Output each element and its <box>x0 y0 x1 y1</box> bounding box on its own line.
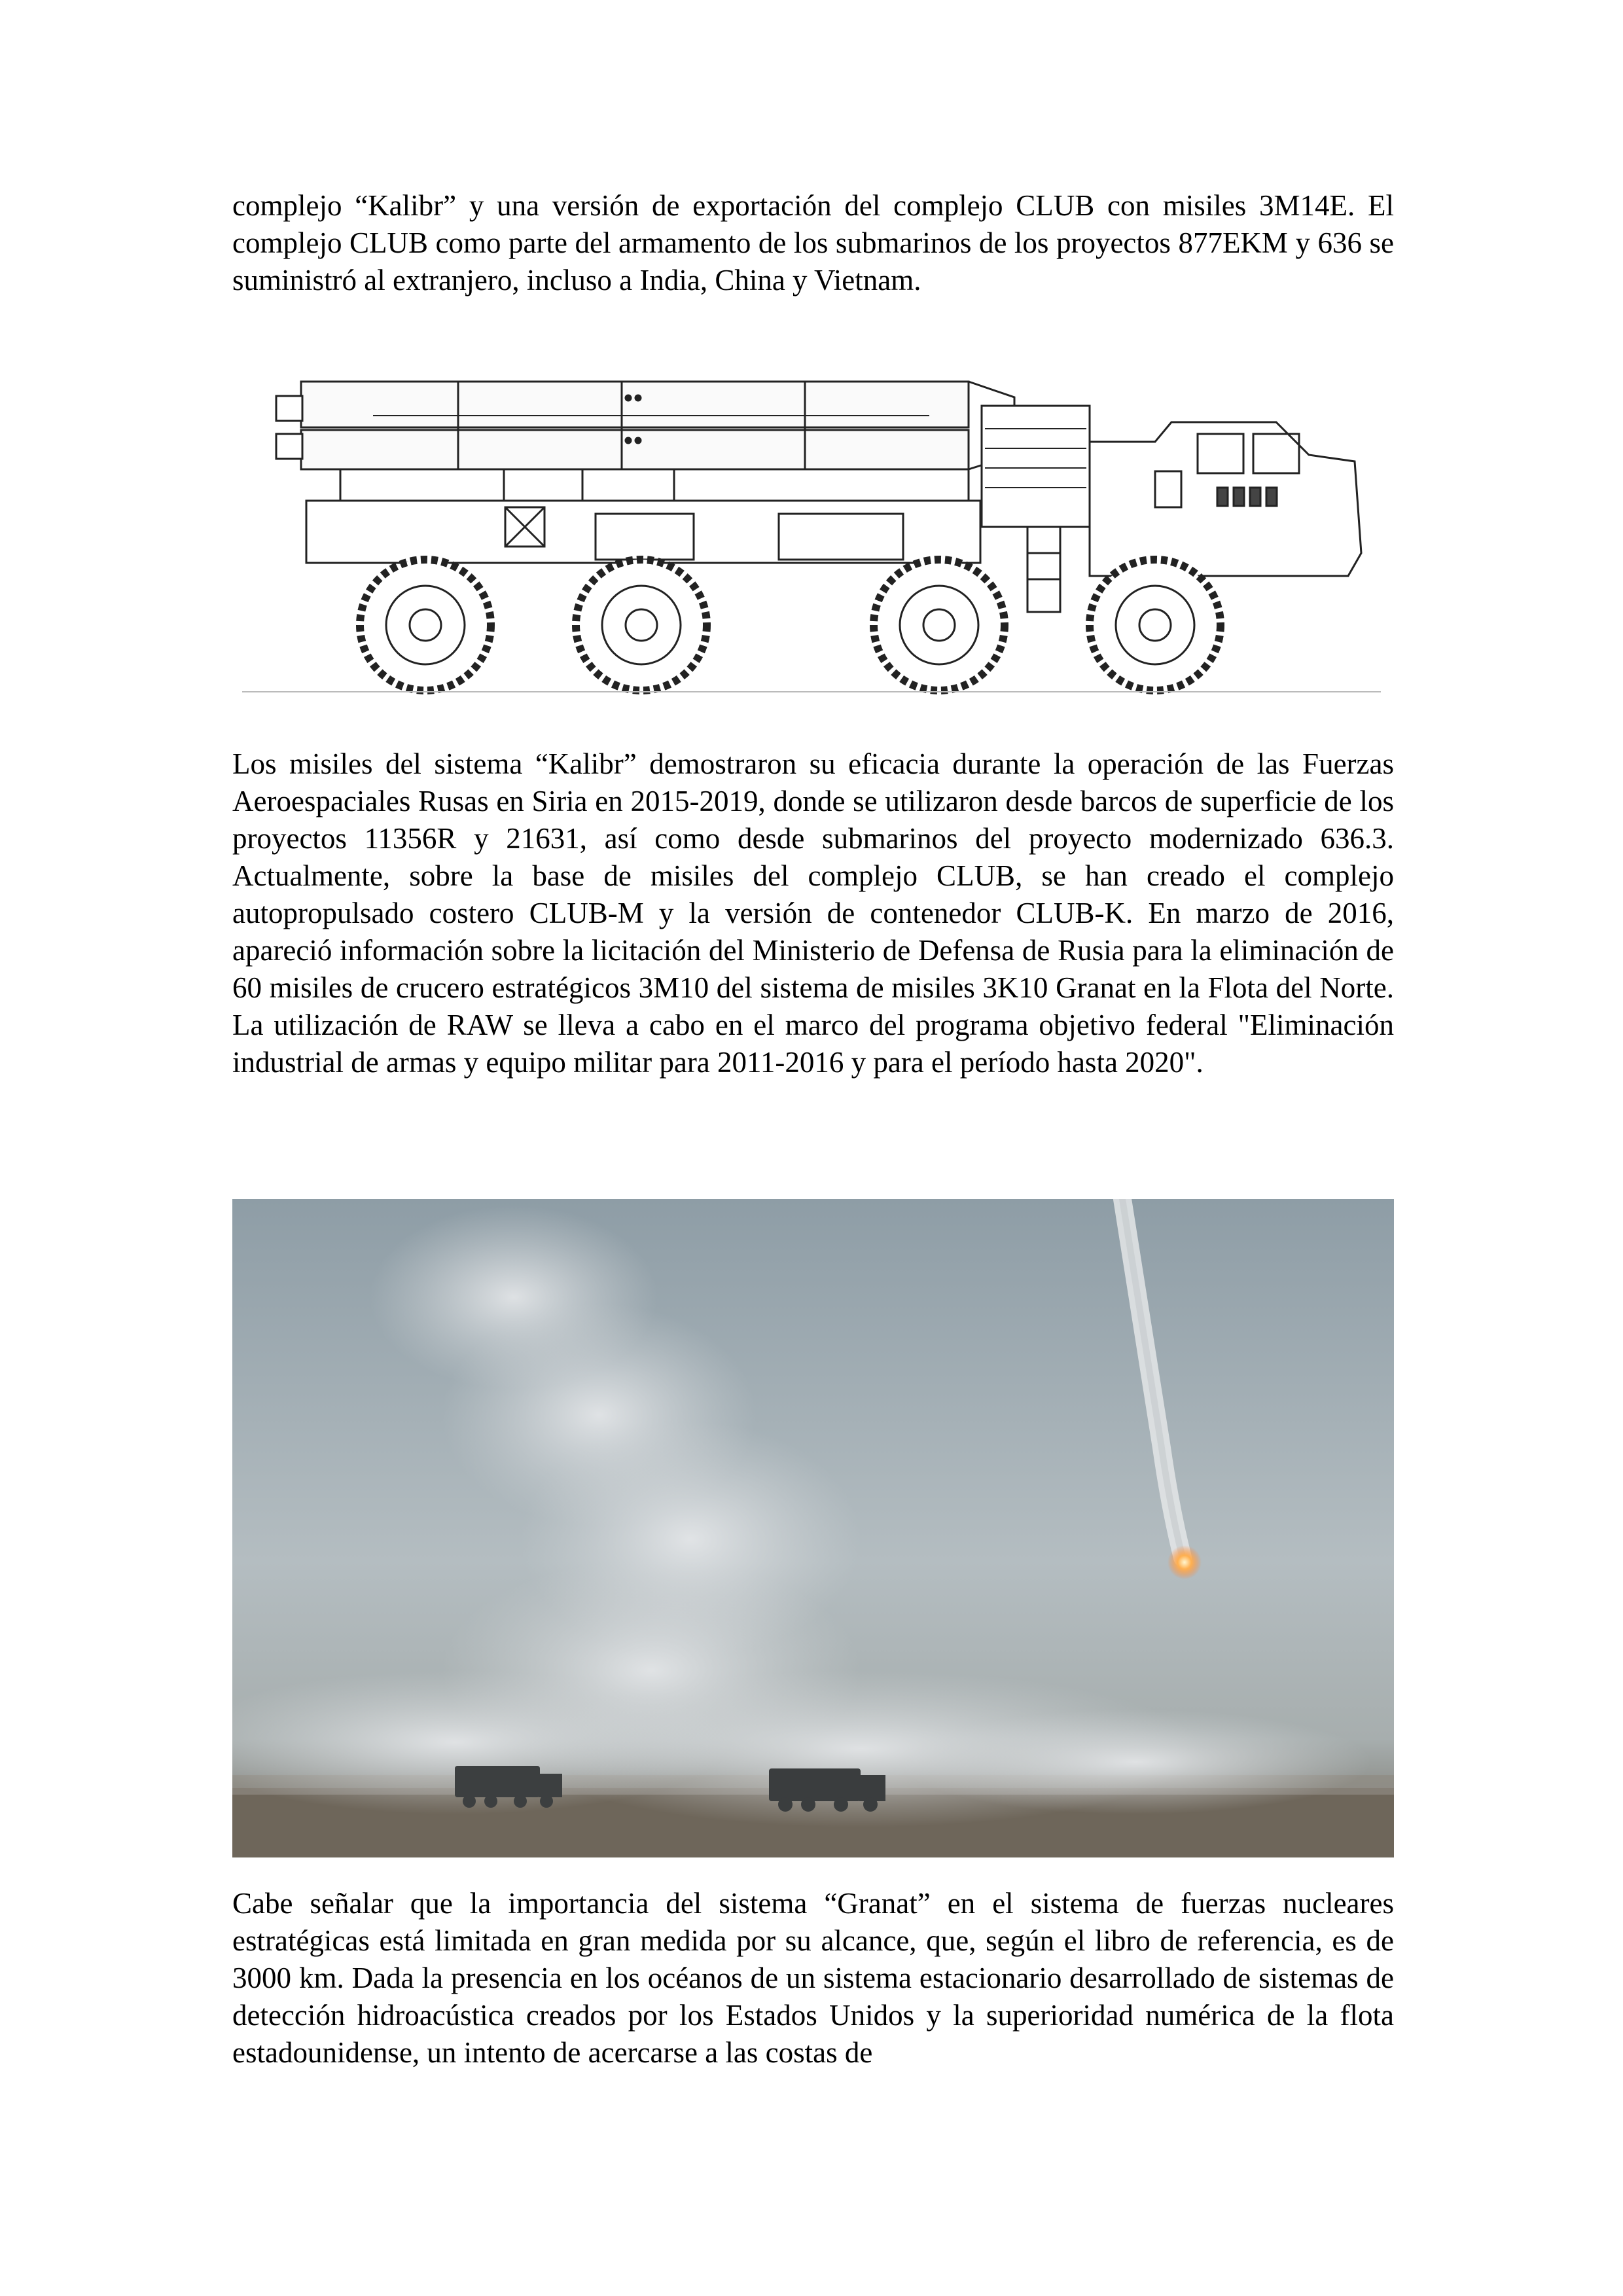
truck-wheels <box>360 560 1221 691</box>
missile-containers <box>276 382 1014 469</box>
missile-flare <box>1168 1545 1202 1579</box>
launcher-truck-drawing <box>242 357 1387 717</box>
paragraph-intro: complejo “Kalibr” y una versión de exportación del complejo CLUB con misiles 3M14E. El complejo CLUB como parte del armamento de los submarinos de los proyectos 877EKM y 636 se suministró al extranjero, incluso a India, China y Vietnam. <box>232 189 1394 296</box>
paragraph-granat-range: Cabe señalar que la importancia del sistema “Granat” en el sistema de fuerzas nucleares estratégicas está limitada en gran medida por su alcance, que, según el libro de referencia, es de 3000 km. Dada la presencia en los océanos de un sistema estacionario desarrollado de sistemas de detección hidroacústica creados por los Estados Unidos y la superioridad numérica de la flota estadounidense, un intento de acercarse a las costas de <box>232 1887 1394 2069</box>
missile-launch-photo <box>232 1199 1394 1857</box>
paragraph-kalibr-syria: Los misiles del sistema “Kalibr” demostraron su eficacia durante la operación de las Fuerzas Aeroespaciales Rusas en Siria en 2015-2019, donde se utilizaron desde barcos de superficie de los proyectos 11356R y 21631, así como desde submarinos del proyecto modernizado 636.3. Actualmente, sobre la base de misiles del complejo CLUB, se han creado el complejo autopropulsado costero CLUB-M y la versión de contenedor CLUB-K. En marzo de 2016, apareció información sobre la licitación del Ministerio de Defensa de Rusia para la eliminación de 60 misiles de crucero estratégicos 3M10 del sistema de misiles 3K10 Granat en la Flota del Norte. La utilización de RAW se lleva a cabo en el marco del programa objetivo federal "Eliminación industrial de armas y equipo militar para 2011-2016 y para el período hasta 2020". <box>232 747 1394 1079</box>
